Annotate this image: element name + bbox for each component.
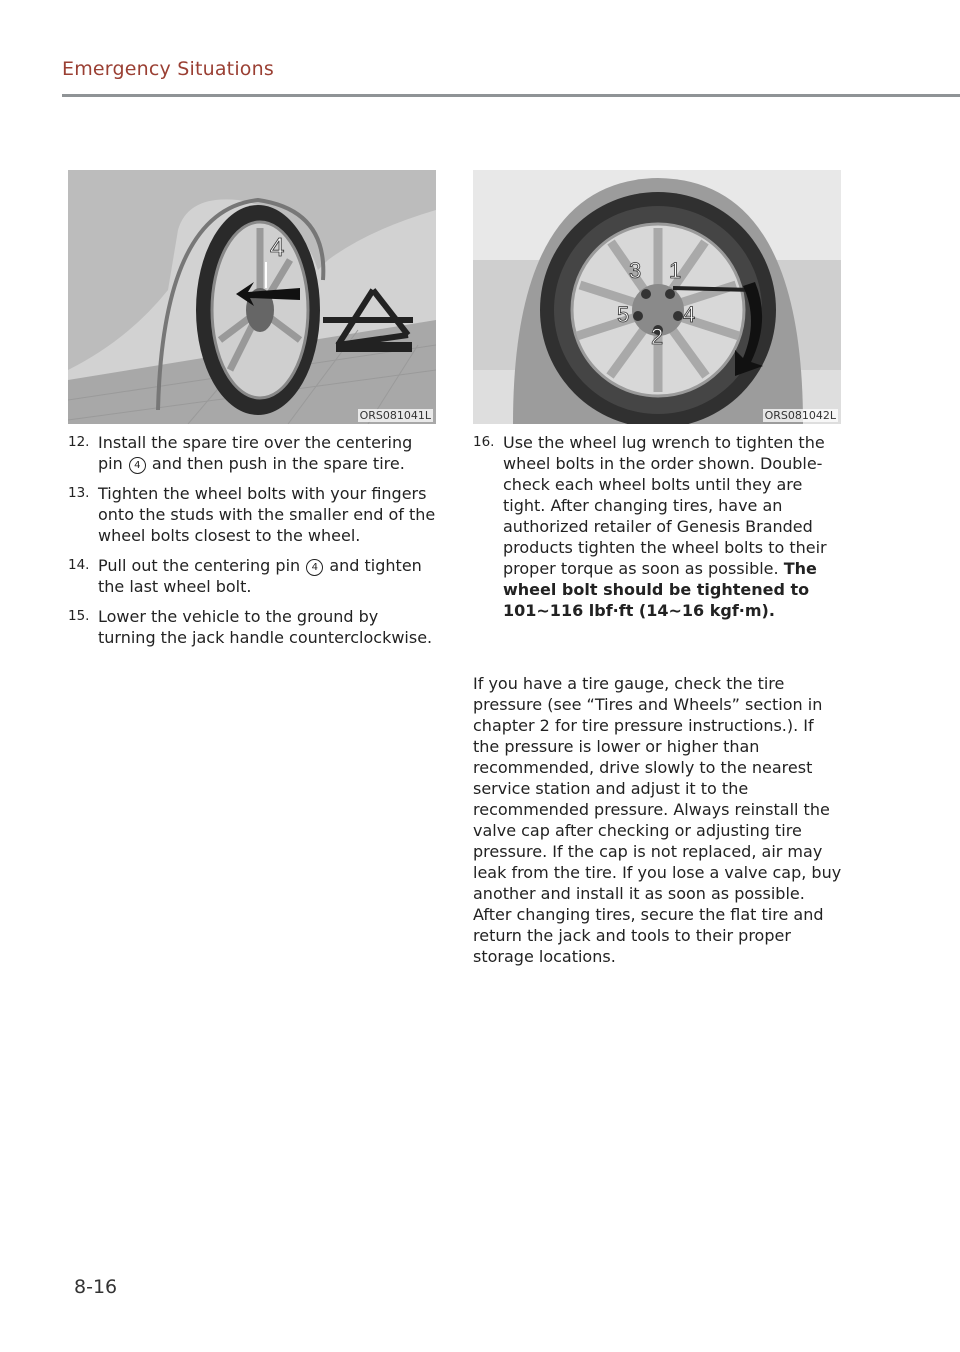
torque-spec: The wheel bolt should be tightened to 101~116 lbf·ft (14~16 kgf·m). (503, 559, 817, 620)
step-number: 12. (68, 434, 90, 450)
callout-2: 2 (651, 324, 664, 349)
step-text: Lower the vehicle to the ground by turning the jack handle counterclockwise. (98, 607, 433, 647)
spare-tire-illustration (68, 170, 436, 424)
step-number: 16. (473, 434, 495, 450)
circled-4-icon: 4 (129, 457, 146, 474)
steps-list-right (473, 432, 845, 630)
step-number: 15. (68, 608, 90, 624)
callout-5: 5 (617, 302, 630, 327)
callout-1: 1 (669, 258, 682, 283)
step-text: Install the spare tire over the centering pin (98, 433, 413, 473)
step-13 (68, 483, 440, 546)
step-number: 13. (68, 485, 90, 501)
steps-list-left (68, 432, 440, 657)
section-title: Emergency Situations (62, 58, 274, 80)
circled-4-icon: 4 (306, 559, 323, 576)
callout-4: 4 (270, 232, 285, 262)
step-text: Use the wheel lug wrench to tighten the wheel bolts in the order shown. Double-check each wheel bolts until they are tight. After changing tires, have an authorized retailer of Genesis Branded products tighten the wheel bolts to their proper torque as soon as possible. (503, 433, 827, 578)
figure-code: ORS081042L (764, 409, 836, 422)
step-text: Tighten the wheel bolts with your fingers onto the studs with the smaller end of the wheel bolts closest to the wheel. (98, 484, 436, 545)
step-text: Pull out the centering pin (98, 556, 306, 575)
figure-bolt-order (473, 170, 841, 424)
callout-3: 3 (629, 258, 642, 283)
bolt-order-illustration (473, 170, 841, 424)
step-14 (68, 555, 440, 597)
step-16 (473, 432, 845, 621)
figure-spare-tire-install (68, 170, 436, 424)
step-12 (68, 432, 440, 474)
step-15 (68, 606, 440, 648)
step-number: 14. (68, 557, 90, 573)
step-text: and then push in the spare tire. (146, 454, 405, 473)
page-number: 8-16 (74, 1276, 118, 1298)
figure-code: ORS081041L (359, 409, 431, 422)
tire-pressure-paragraph: If you have a tire gauge, check the tire pressure (see “Tires and Wheels” section in chapter 2 for tire pressure instructions.). If the pressure is lower or higher than recommended, drive slowly to the nearest service station and adjust it to the recommended pressure. Always reinstall the valve cap after checking or adjusting tire pressure. If the cap is not replaced, air may leak from the tire. If you lose a valve cap, buy another and install it as soon as possible. After changing tires, secure the flat tire and return the jack and tools to their proper storage locations. (473, 674, 842, 966)
header-divider (62, 94, 960, 97)
callout-4: 4 (683, 302, 696, 327)
step-text: and tighten the last wheel bolt. (98, 556, 422, 596)
